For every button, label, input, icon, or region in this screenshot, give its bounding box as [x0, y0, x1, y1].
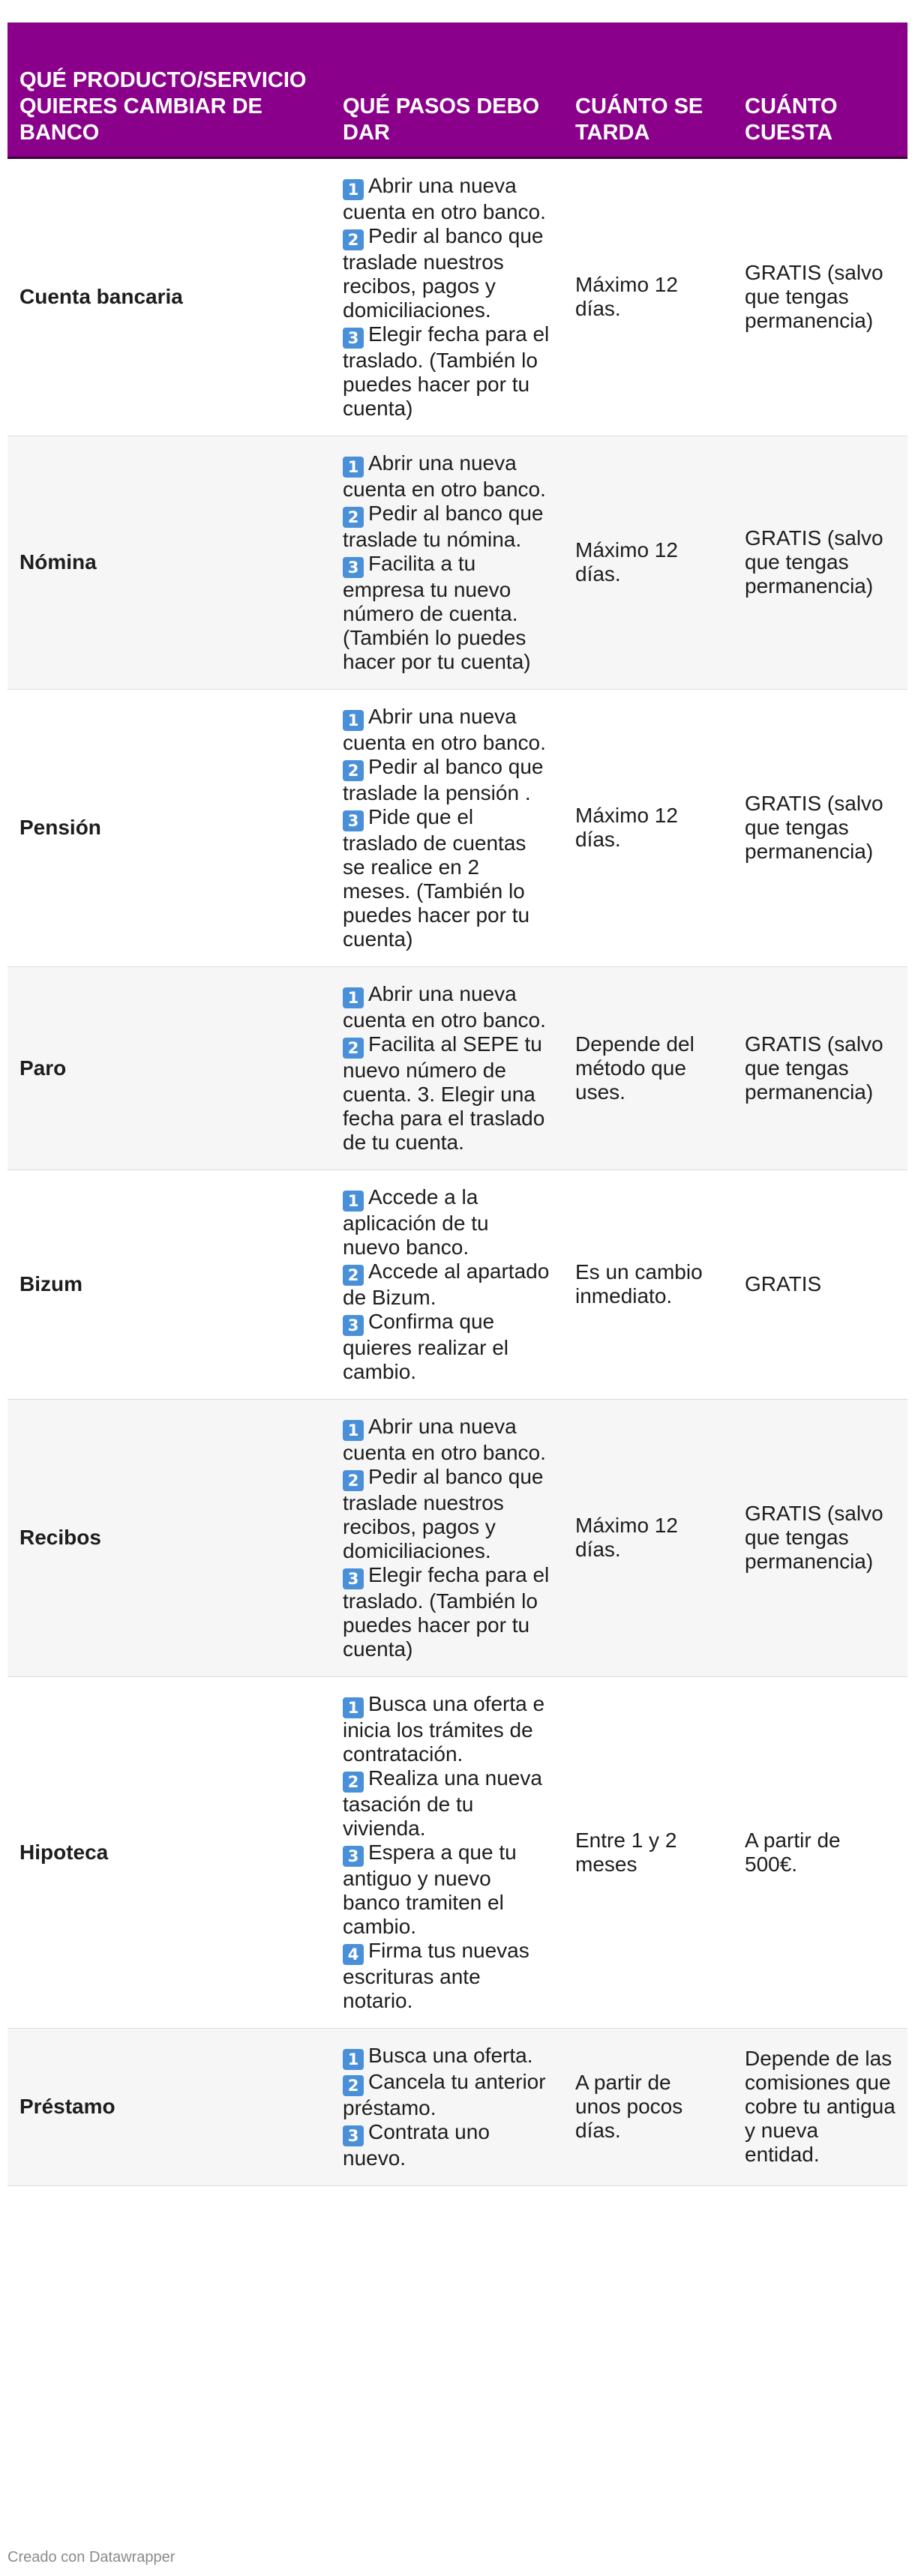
step-text: Busca una oferta.: [368, 2043, 533, 2067]
step-number-icon: 3: [343, 328, 364, 349]
step-number-icon: 3: [343, 1568, 364, 1589]
steps-cell: [331, 157, 563, 436]
step-text: Busca una oferta e inicia los trámites de contratación.: [343, 1691, 545, 1766]
step-number-icon: 1: [343, 1420, 364, 1441]
cost-cell: GRATIS (salvo que tengas permanencia): [745, 261, 884, 332]
cost-cell: Depende de las comisiones que cobre tu antigua y nueva entidad.: [745, 2047, 896, 2166]
header-steps[interactable]: QUÉ PASOS DEBO DAR: [343, 94, 540, 145]
table-row: [8, 436, 908, 689]
step-number-icon: 2: [343, 229, 364, 250]
step-number-icon: 3: [343, 557, 364, 578]
product-name: Recibos: [20, 1526, 101, 1549]
step-item: [343, 552, 551, 674]
step-text: Accede a la aplicación de tu nuevo banco.: [343, 1185, 489, 1259]
table-row: [8, 157, 908, 436]
step-number-icon: 2: [343, 507, 364, 528]
step-text: Realiza una nueva tasación de tu vivienda.: [343, 1766, 542, 1840]
step-number-icon: 3: [343, 810, 364, 831]
steps-cell: [331, 1676, 563, 2028]
step-text: Abrir una nueva cuenta en otro banco.: [343, 173, 546, 223]
step-item: [343, 705, 551, 755]
steps-cell: [331, 1399, 563, 1676]
step-text: Abrir una nueva cuenta en otro banco.: [343, 704, 546, 754]
product-name: Préstamo: [20, 2095, 116, 2118]
step-item: [343, 1032, 551, 1155]
step-number-icon: 3: [343, 1846, 364, 1867]
steps-cell: [331, 1170, 563, 1399]
steps-cell: [331, 966, 563, 1170]
product-name: Bizum: [20, 1272, 82, 1295]
step-number-icon: 2: [343, 760, 364, 781]
step-text: Pedir al banco que traslade la pensión .: [343, 754, 544, 804]
step-item: [343, 1692, 551, 1766]
header-row: [8, 22, 908, 157]
table-row: [8, 1676, 908, 2028]
step-text: Facilita a tu empresa tu nuevo número de cuenta. (También lo puedes hacer por tu cuenta): [343, 551, 531, 673]
product-name: Hipoteca: [20, 1840, 109, 1864]
cost-cell: GRATIS (salvo que tengas permanencia): [745, 792, 884, 863]
step-number-icon: 1: [343, 1697, 364, 1718]
step-number-icon: 1: [343, 457, 364, 478]
step-item: [343, 755, 551, 805]
step-text: Abrir una nueva cuenta en otro banco.: [343, 981, 546, 1032]
step-text: Elegir fecha para el traslado. (También lo puedes hacer por tu cuenta): [343, 1562, 550, 1661]
time-cell: A partir de unos pocos días.: [575, 2071, 683, 2142]
step-text: Pedir al banco que traslade nuestros recibos, pagos y domiciliaciones.: [343, 1464, 544, 1562]
step-item: [343, 224, 551, 322]
step-text: Abrir una nueva cuenta en otro banco.: [343, 451, 546, 501]
table-row: [8, 2028, 908, 2185]
step-item: [343, 1260, 551, 1310]
step-item: [343, 1563, 551, 1661]
step-item: [343, 322, 551, 421]
comparison-table-container: [8, 22, 908, 2186]
step-item: [343, 2044, 551, 2070]
step-item: [343, 1841, 551, 1939]
time-cell: Máximo 12 días.: [575, 273, 678, 320]
step-item: [343, 451, 551, 502]
step-text: Accede al apartado de Bizum.: [343, 1259, 550, 1309]
step-number-icon: 1: [343, 710, 364, 731]
step-number-icon: 1: [343, 2049, 364, 2070]
step-item: [343, 1766, 551, 1841]
steps-cell: [331, 2028, 563, 2185]
step-item: [343, 1465, 551, 1563]
product-name: Pensión: [20, 816, 101, 839]
step-text: Pedir al banco que traslade tu nómina.: [343, 501, 544, 551]
table-row: [8, 1399, 908, 1676]
table-row: [8, 966, 908, 1170]
step-item: [343, 174, 551, 224]
time-cell: Entre 1 y 2 meses: [575, 1828, 677, 1876]
table-row: [8, 689, 908, 966]
step-number-icon: 1: [343, 179, 364, 200]
cost-cell: GRATIS (salvo que tengas permanencia): [745, 526, 884, 598]
footer-credit[interactable]: Creado con Datawrapper: [8, 2549, 176, 2566]
time-cell: Máximo 12 días.: [575, 538, 678, 586]
step-item: [343, 2120, 551, 2170]
time-cell: Es un cambio inmediato.: [575, 1260, 703, 1307]
header-cost[interactable]: CUÁNTO CUESTA: [745, 94, 838, 145]
cost-cell: GRATIS (salvo que tengas permanencia): [745, 1502, 884, 1573]
step-number-icon: 2: [343, 1265, 364, 1286]
steps-cell: [331, 689, 563, 966]
step-text: Pedir al banco que traslade nuestros recibos, pagos y domiciliaciones.: [343, 223, 544, 322]
steps-cell: [331, 436, 563, 689]
step-number-icon: 1: [343, 1191, 364, 1212]
step-number-icon: 4: [343, 1944, 364, 1965]
cost-cell: GRATIS: [745, 1272, 822, 1295]
step-number-icon: 2: [343, 2075, 364, 2096]
step-text: Firma tus nuevas escrituras ante notario.: [343, 1938, 530, 2012]
step-text: Abrir una nueva cuenta en otro banco.: [343, 1414, 546, 1464]
step-text: Contrata uno nuevo.: [343, 2119, 490, 2170]
step-item: [343, 502, 551, 552]
step-text: Facilita al SEPE tu nuevo número de cuenta. 3. Elegir una fecha para el traslado de tu cuenta.: [343, 1032, 545, 1154]
step-number-icon: 2: [343, 1470, 364, 1491]
step-text: Pide que el traslado de cuentas se realice en 2 meses. (También lo puedes hacer por tu cuenta): [343, 804, 530, 951]
header-time[interactable]: CUÁNTO SE TARDA: [575, 94, 704, 145]
step-text: Cancela tu anterior préstamo.: [343, 2069, 546, 2119]
step-text: Elegir fecha para el traslado. (También lo puedes hacer por tu cuenta): [343, 322, 550, 420]
product-name: Cuenta bancaria: [20, 285, 183, 308]
step-item: [343, 1185, 551, 1260]
step-item: [343, 1415, 551, 1465]
step-item: [343, 1310, 551, 1384]
step-number-icon: 3: [343, 2125, 364, 2146]
cost-cell: A partir de 500€.: [745, 1828, 841, 1876]
product-name: Nómina: [20, 550, 97, 574]
step-item: [343, 2070, 551, 2120]
table-body: [8, 157, 908, 2185]
table-header: [8, 22, 908, 157]
step-item: [343, 982, 551, 1032]
step-number-icon: 3: [343, 1315, 364, 1336]
time-cell: Depende del método que uses.: [575, 1032, 694, 1104]
cost-cell: GRATIS (salvo que tengas permanencia): [745, 1032, 884, 1104]
time-cell: Máximo 12 días.: [575, 804, 678, 851]
step-text: Confirma que quieres realizar el cambio.: [343, 1309, 508, 1383]
step-number-icon: 1: [343, 987, 364, 1008]
step-number-icon: 2: [343, 1038, 364, 1059]
comparison-table: [8, 22, 908, 2186]
table-row: [8, 1170, 908, 1399]
step-number-icon: 2: [343, 1772, 364, 1793]
step-item: [343, 805, 551, 951]
product-name: Paro: [20, 1056, 67, 1080]
header-product[interactable]: QUÉ PRODUCTO/SERVICIO QUIERES CAMBIAR DE BANCO: [20, 67, 307, 145]
time-cell: Máximo 12 días.: [575, 1514, 678, 1561]
step-text: Espera a que tu antiguo y nuevo banco tramiten el cambio.: [343, 1840, 517, 1938]
step-item: [343, 1939, 551, 2013]
